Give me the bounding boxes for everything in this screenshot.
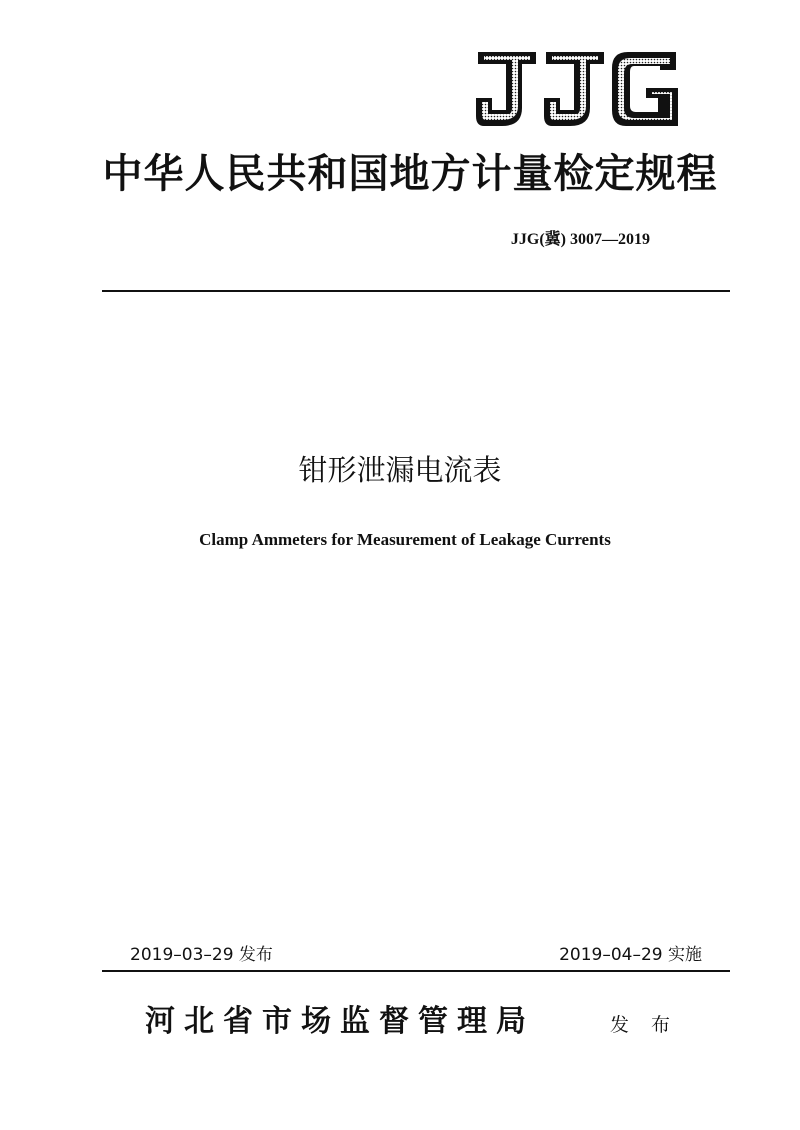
- document-title-en: Clamp Ammeters for Measurement of Leakage Currents: [199, 530, 611, 549]
- logo-letter-g: [612, 52, 678, 126]
- jjg-logo: [472, 46, 684, 132]
- issuing-authority: 河北省市场监督管理局: [145, 1004, 535, 1039]
- logo-letter-j1: [476, 52, 536, 126]
- issuer-suffix: 发 布: [610, 1014, 679, 1036]
- top-divider: [102, 290, 730, 292]
- gov-title: 中华人民共和国地方计量检定规程: [102, 150, 718, 197]
- implementation-date: 2019–04–29 实施: [559, 945, 702, 965]
- standard-number: JJG(冀) 3007—2019: [510, 231, 650, 248]
- logo-letter-j2: [544, 52, 604, 126]
- bottom-divider: [102, 970, 730, 972]
- document-title-cn: 钳形泄漏电流表: [298, 453, 502, 487]
- issue-date: 2019–03–29 发布: [130, 945, 273, 965]
